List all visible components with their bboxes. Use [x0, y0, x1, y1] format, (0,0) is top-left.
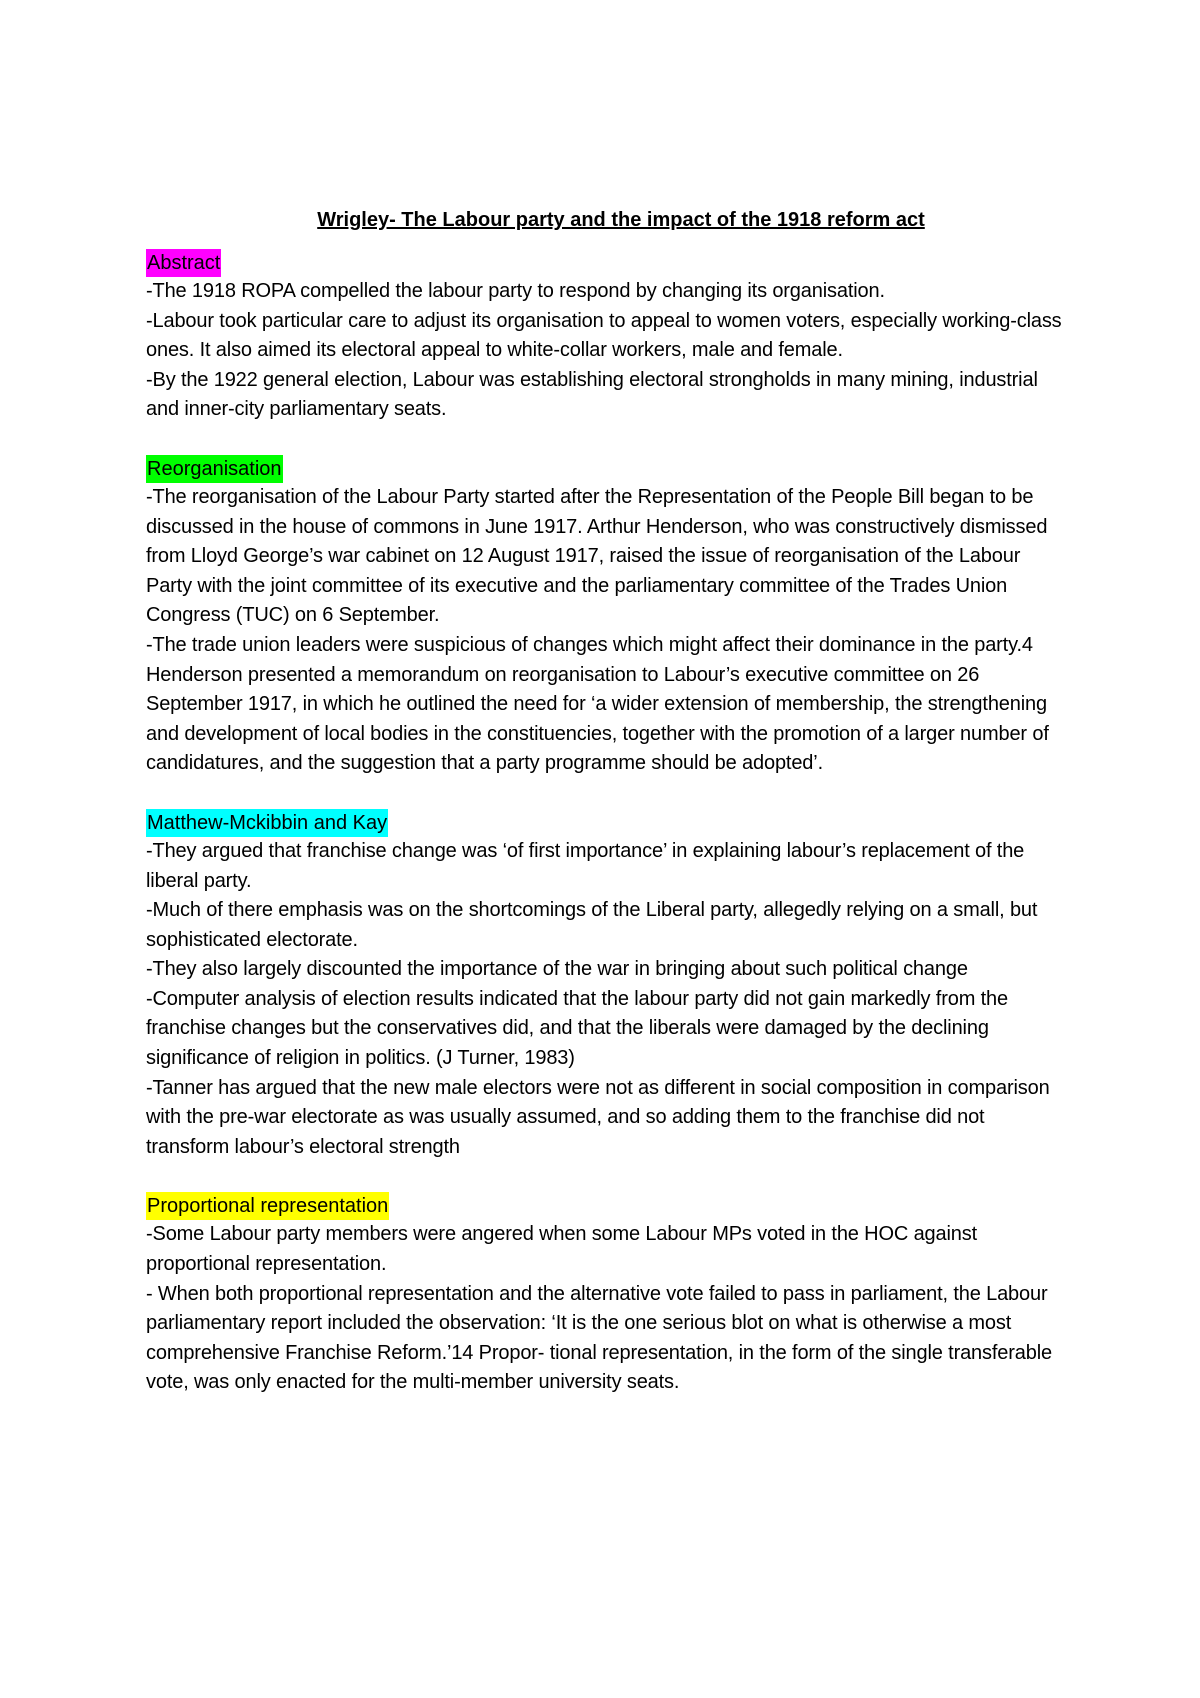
section-heading-proportional-representation: Proportional representation — [146, 1192, 389, 1220]
paragraph: -Tanner has argued that the new male electors were not as different in social composition in comparison with the pre-war electorate as was usually assumed, and so adding them to the franchise did not transform labour’s electoral strength — [146, 1076, 1050, 1158]
section-reorganisation — [146, 455, 1066, 779]
section-abstract — [146, 249, 1066, 425]
paragraph: -By the 1922 general election, Labour was establishing electoral strongholds in many mining, industrial and inner-city parliamentary seats. — [146, 368, 1038, 421]
paragraph: -The 1918 ROPA compelled the labour party to respond by changing its organisation. — [146, 280, 885, 302]
paragraph: -Labour took particular care to adjust its organisation to appeal to women voters, especially working-class ones. It also aimed its electoral appeal to white-collar workers, male and female. — [146, 309, 1062, 362]
paragraph: -The trade union leaders were suspicious of changes which might affect their dominance in the party.4 Henderson presented a memorandum on reorganisation to Labour’s executive committee on 26 September 1917, in which he outlined the need for ‘a wider extension of membership, the strengthening and development of local bodies in the constituencies, together with the promotion of a larger number of candidatures, and the suggestion that a party programme should be adopted’. — [146, 633, 1049, 775]
paragraph: -Much of there emphasis was on the shortcomings of the Liberal party, allegedly relying on a small, but sophisticated electorate. — [146, 899, 1038, 951]
document-title: Wrigley- The Labour party and the impact of the 1918 reform act — [317, 209, 925, 231]
section-heading-abstract: Abstract — [146, 249, 221, 277]
document-page — [146, 206, 1066, 1428]
section-heading-matthew-mckibbin-kay: Matthew-Mckibbin and Kay — [146, 809, 388, 837]
paragraph: - When both proportional representation and the alternative vote failed to pass in parliament, the Labour parliamentary report included the observation: ‘It is the one serious blot on what is otherwise a most comprehensive Franchise Reform.’14 Propor- tional representation, in the form of the single transferable vote, was only enacted for the multi-member university seats. — [146, 1282, 1052, 1394]
section-proportional-representation — [146, 1192, 1066, 1398]
paragraph: -Computer analysis of election results indicated that the labour party did not gain markedly from the franchise changes but the conservatives did, and that the liberals were damaged by the declining significance of religion in politics. (J Turner, 1983) — [146, 987, 1008, 1070]
section-matthew-mckibbin-kay — [146, 809, 1066, 1163]
paragraph: -They also largely discounted the importance of the war in bringing about such political change — [146, 958, 968, 981]
section-heading-reorganisation: Reorganisation — [146, 455, 283, 483]
paragraph: -Some Labour party members were angered when some Labour MPs voted in the HOC against proportional representation. — [146, 1223, 978, 1276]
paragraph: -The reorganisation of the Labour Party started after the Representation of the People Bill began to be discussed in the house of commons in June 1917. Arthur Henderson, who was constructively dismissed from Lloyd George’s war cabinet on 12 August 1917, raised the issue of reorganisation of the Labour Party with the joint committee of its executive and the parliamentary committee of the Trades Union Congress (TUC) on 6 September. — [146, 485, 1048, 627]
paragraph: -They argued that franchise change was ‘of first importance’ in explaining labour’s replacement of the liberal party. — [146, 839, 1025, 892]
